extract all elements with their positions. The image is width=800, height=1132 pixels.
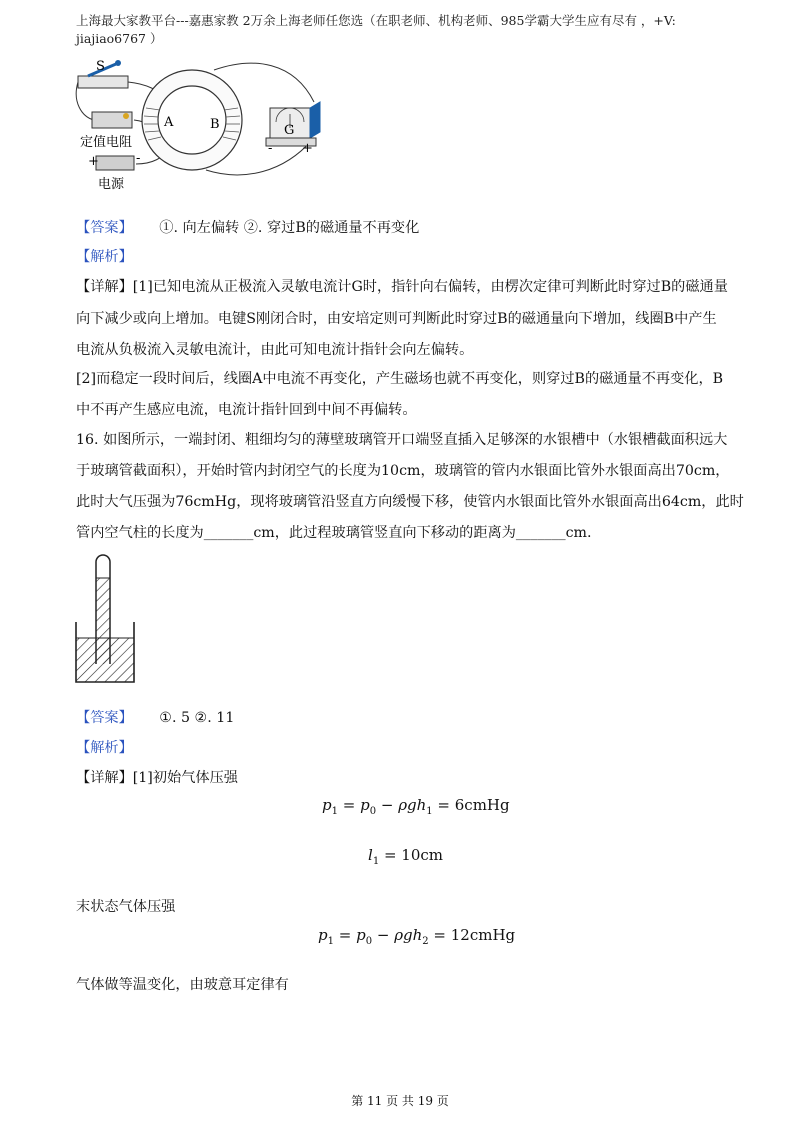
q16-answer-tag: 【答案】 <box>76 710 133 726</box>
q15-detail-line-4: [2]而稳定一段时间后，线圈A中电流不再变化，产生磁场也就不再变化，则穿过B的磁通量不再变化，B <box>76 371 724 387</box>
equation-3-value: 12cmHg <box>450 926 516 944</box>
resistor-label: 定值电阻 <box>80 135 133 150</box>
switch-label: S <box>96 59 105 74</box>
equation-3: $p_1 = p_0 - \rho gh_2$ = 12cmHg <box>318 926 516 947</box>
source-minus: - <box>136 151 141 166</box>
q15-analysis-tag: 【解析】 <box>76 249 133 265</box>
switch-handle <box>115 60 121 66</box>
q16-analysis-tag: 【解析】 <box>76 740 133 756</box>
tube-figure <box>70 548 140 688</box>
coil-b-label: B <box>210 117 220 132</box>
q16-line-3: 此时大气压强为76cmHg，现将玻璃管沿竖直方向缓慢下移，使管内水银面比管外水银面高出64cm，此时 <box>76 494 744 510</box>
resistor-knob <box>123 113 129 119</box>
q15-detail-line-5: 中不再产生感应电流，电流计指针回到中间不再偏转。 <box>76 402 417 418</box>
coil-a-label: A <box>164 115 174 130</box>
q16-answer-text: ①. 5 ②. 11 <box>159 710 235 726</box>
q16-detail-line-1: 【详解】[1]初始气体压强 <box>76 770 238 786</box>
q15-detail-line-3: 电流从负极流入灵敏电流计，由此可知电流计指针会向左偏转。 <box>76 342 474 358</box>
boyle-law-line: 气体做等温变化，由玻意耳定律有 <box>76 977 289 993</box>
page-footer: 第 11 页 共 19 页 <box>351 1094 449 1108</box>
source-label: 电源 <box>98 177 125 192</box>
equation-2: $l_1 = 10cm$ <box>368 846 444 867</box>
header-line-2: jiajiao6767 ） <box>76 31 163 46</box>
galvanometer-side <box>310 102 320 138</box>
q15-answer-line <box>76 219 419 237</box>
galvanometer-minus: - <box>268 141 273 156</box>
final-state-label: 末状态气体压强 <box>76 899 176 915</box>
q15-answer-tag: 【答案】 <box>76 220 133 236</box>
q15-answer-text: ①. 向左偏转 ②. 穿过B的磁通量不再变化 <box>159 220 420 236</box>
q16-line-4: 管内空气柱的长度为_______cm，此过程玻璃管竖直向下移动的距离为_______cm. <box>76 525 592 541</box>
equation-1: $p_1 = p_0 - \rho gh_1$ = 6cmHg <box>322 796 510 817</box>
tube-mercury <box>96 578 110 664</box>
q16-answer-line <box>76 709 234 727</box>
galvanometer-plus: + <box>302 141 313 156</box>
page-header <box>76 12 736 48</box>
galvanometer-label: G <box>284 123 295 138</box>
q15-detail-line-1: 【详解】[1]已知电流从正极流入灵敏电流计G时，指针向右偏转，由楞次定律可判断此时穿过B的磁通量 <box>76 279 728 295</box>
equation-2-value: 10cm <box>401 846 444 864</box>
source-plus: + <box>88 154 99 169</box>
equation-1-value: 6cmHg <box>454 796 510 814</box>
header-line-1: 上海最大家教平台---嘉惠家教 2万余上海老师任您选（在职老师、机构老师、985学霸大学生应有尽有 ，+V: <box>76 13 676 28</box>
circuit-figure <box>74 52 334 194</box>
q16-line-1: 16. 如图所示，一端封闭、粗细均匀的薄壁玻璃管开口端竖直插入足够深的水银槽中（水银槽截面积远大 <box>76 432 728 448</box>
source-body <box>96 156 134 170</box>
q15-detail-line-2: 向下减少或向上增加。电键S刚闭合时，由安培定则可判断此时穿过B的磁通量向下增加，线圈B中产生 <box>76 311 717 327</box>
q16-line-2: 于玻璃管截面积），开始时管内封闭空气的长度为10cm，玻璃管的管内水银面比管外水银面高出70cm， <box>76 463 730 479</box>
switch-base <box>78 76 128 88</box>
